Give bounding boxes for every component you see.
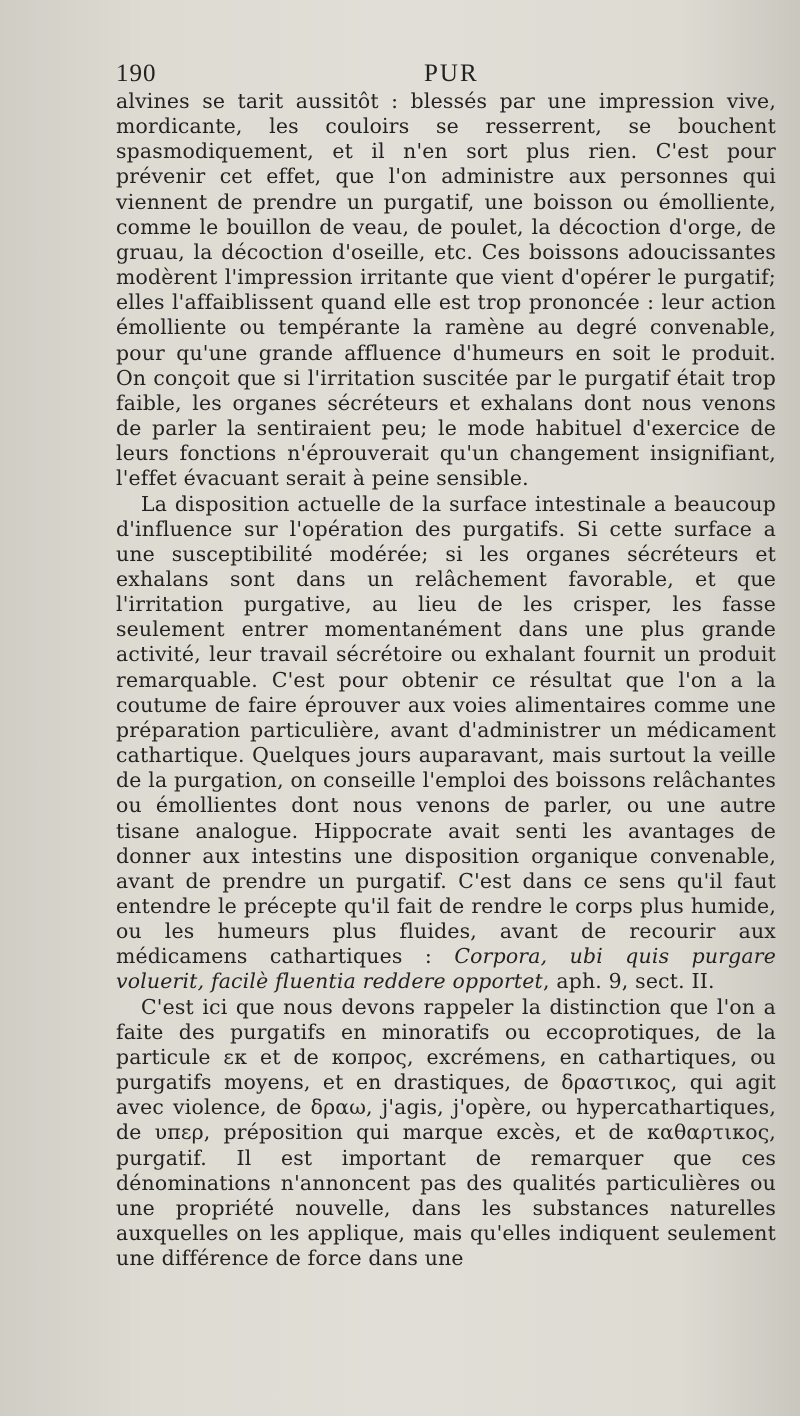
- page-body: [116, 89, 776, 1271]
- paragraph-2: [116, 492, 776, 995]
- paragraph-2-text: La disposition actuelle de la surface intestinale a beaucoup d'influence sur l'opération des purgatifs. Si cette surface a une susceptibilité modérée; si les organes sécréteurs et exhalans sont dans un relâchement favorable, et que l'irritation purgative, au lieu de les crisper, les fasse seulement entrer momentanément dans une plus grande activité, leur travail sécrétoire ou exhalant fournit un produit remarquable. C'est pour obtenir ce résultat que l'on a la coutume de faire éprouver aux voies alimentaires comme une préparation particulière, avant d'administrer un médicament cathartique. Quelques jours auparavant, mais surtout la veille de la purgation, on conseille l'emploi des boissons relâchantes ou émollientes dont nous venons de parler, ou une autre tisane analogue. Hippocrate avait senti les avantages de donner aux intestins une disposition organique convenable, avant de prendre un purgatif. C'est dans ce sens qu'il faut entendre le précepte qu'il fait de rendre le corps plus humide, ou les humeurs plus fluides, avant de recourir aux médicamens cathartiques :: [116, 491, 776, 969]
- page-number: 190: [116, 60, 157, 87]
- paragraph-1: alvines se tarit aussitôt : blessés par une impression vive, mordicante, les couloirs se resserrent, se bouchent spasmodiquement, et il n'en sort plus rien. C'est pour prévenir cet effet, que l'on administre aux personnes qui viennent de prendre un purgatif, une boisson ou émolliente, comme le bouillon de veau, de poulet, la décoction d'orge, de gruau, la décoction d'oseille, etc. Ces boissons adoucissantes modèrent l'impression irritante que vient d'opérer le purgatif; elles l'affaiblissent quand elle est trop prononcée : leur action émolliente ou tempérante la ramène au degré convenable, pour qu'une grande affluence d'humeurs en soit le produit. On conçoit que si l'irritation suscitée par le purgatif était trop faible, les organes sécréteurs et exhalans dont nous venons de parler la sentiraient peu; le mode habituel d'exercice de leurs fonctions n'éprouverait qu'un changement insignifiant, l'effet évacuant serait à peine sensible.: [116, 89, 776, 491]
- paragraph-3: C'est ici que nous devons rappeler la distinction que l'on a faite des purgatifs en minoratifs ou eccoprotiques, de la particule εκ et de κοπρος, excrémens, en cathartiques, ou purgatifs moyens, et en drastiques, de δραστικος, qui agit avec violence, de δραω, j'agis, j'opère, ou hypercathartiques, de υπερ, préposition qui marque excès, et de καθαρτικος, purgatif. Il est important de remarquer que ces dénominations n'annoncent pas des qualités particulières ou une propriété nouvelle, dans les substances naturelles auxquelles on les applique, mais qu'elles indiquent seulement une différence de force dans une: [116, 994, 776, 1271]
- page-header: [116, 57, 776, 91]
- latin-quote: Corpora, ubi quis purgare voluerit, facilè fluentia reddere opportet: [116, 944, 776, 994]
- running-head: PUR: [424, 60, 479, 87]
- paragraph-2-citation: , aph. 9, sect. II.: [542, 969, 715, 994]
